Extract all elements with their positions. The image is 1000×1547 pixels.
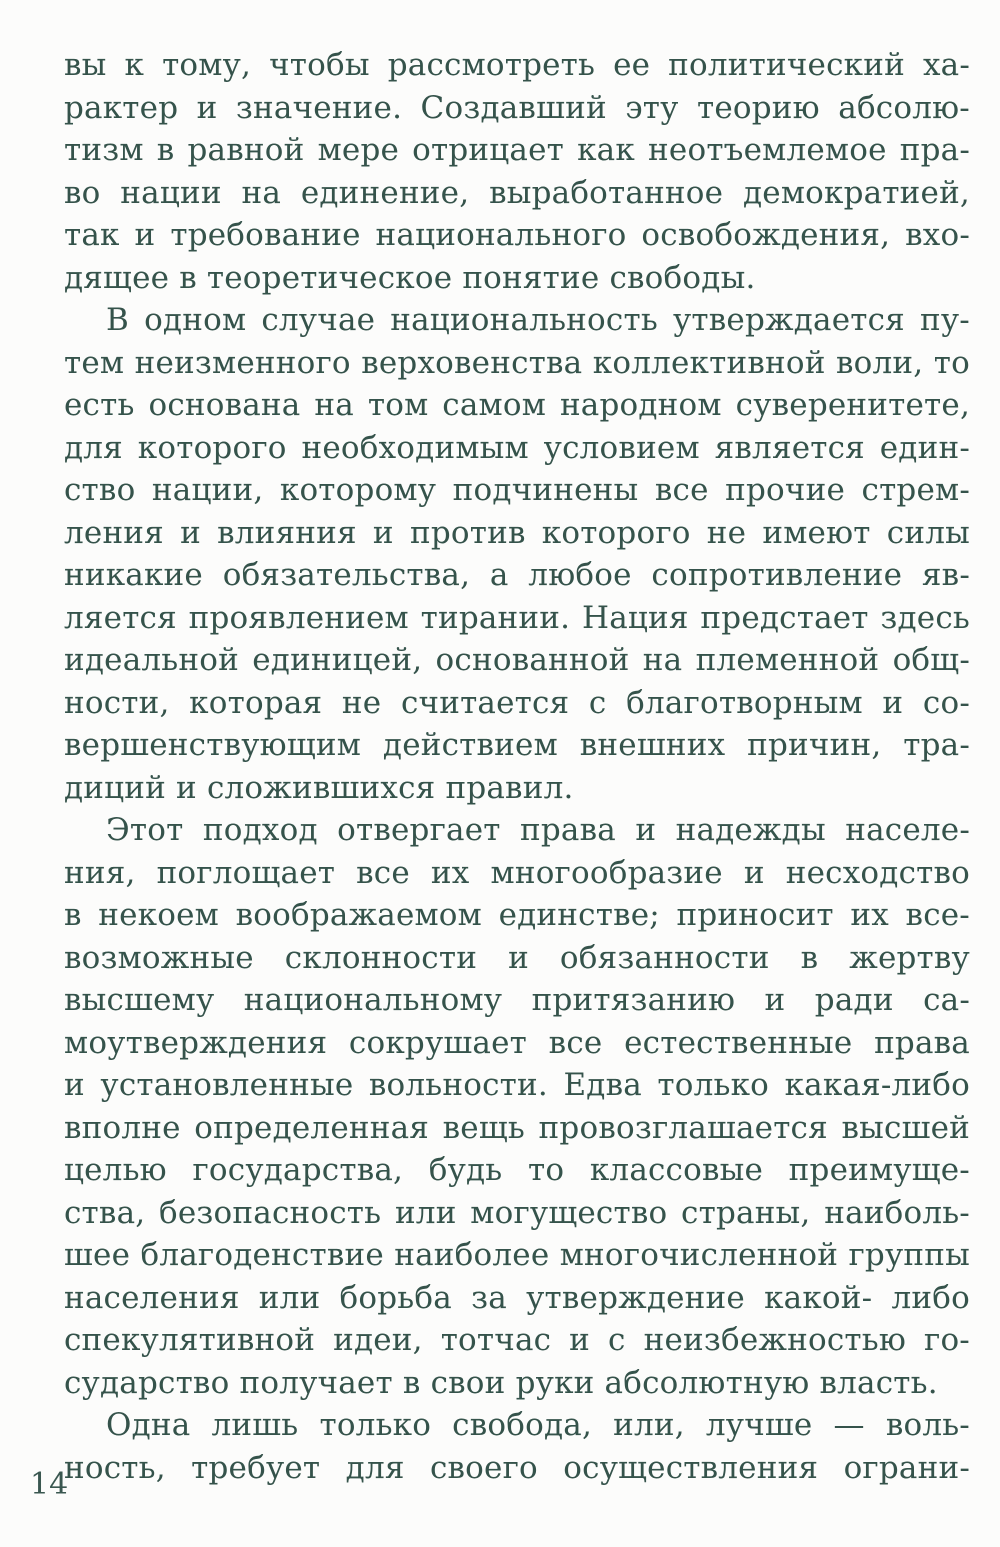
text-line: возможные склонности и обязанности в жертву — [64, 939, 970, 976]
text-line: вершенствующим действием внешних причин, тра- — [64, 727, 970, 763]
text-line: идеальной единицей, основанной на племенной общ- — [64, 642, 970, 678]
text-line: тем неизменного верховенства коллективной воли, то — [64, 344, 970, 381]
text-line: В одном случае национальность утверждается пу- — [106, 302, 970, 338]
text-line: спекулятивной идеи, тотчас и с неизбежностью го- — [64, 1322, 970, 1358]
text-line: моутверждения сокрушает все естественные права — [64, 1024, 970, 1061]
text-line: ляется проявлением тирании. Нация предстает здесь — [64, 599, 970, 636]
text-line: вполне определенная вещь провозглашается высшей — [64, 1109, 970, 1146]
text-line: рактер и значение. Создавший эту теорию абсолю- — [64, 89, 970, 126]
text-line: во нации на единение, выработанное демократией, — [64, 174, 970, 211]
text-line: ности, которая не считается с благотворным и со- — [64, 684, 970, 721]
text-line: ния, поглощает все их многообразие и несходство — [64, 854, 970, 891]
text-line: вы к тому, чтобы рассмотреть ее политический ха- — [64, 47, 970, 83]
text-line: в некоем воображаемом единстве; приносит их все- — [64, 897, 970, 933]
body-text — [64, 44, 970, 1489]
text-line: диций и сложившихся правил. — [64, 769, 574, 806]
text-line: сударство получает в свои руки абсолютную власть. — [64, 1364, 938, 1401]
text-line: для которого необходимым условием является един- — [64, 429, 970, 466]
text-line: тизм в равной мере отрицает как неотъемлемое пра- — [64, 132, 970, 168]
text-line: и установленные вольности. Едва только какая-либо — [64, 1067, 970, 1103]
text-line: населения или борьба за утверждение какой- либо — [64, 1279, 970, 1316]
text-line: так и требование национального освобождения, вхо- — [64, 217, 970, 253]
text-line: целью государства, будь то классовые преимуще- — [64, 1152, 970, 1188]
text-line: Одна лишь только свобода, или, лучше — воль- — [106, 1407, 970, 1443]
text-line: Этот подход отвергает права и надежды населе- — [106, 812, 970, 848]
text-line: есть основана на том самом народном суверенитете, — [64, 387, 970, 423]
text-line: ления и влияния и против которого не имеют силы — [64, 514, 970, 551]
text-line: никакие обязательства, а любое сопротивление яв- — [64, 557, 970, 593]
text-line: ность, требует для своего осуществления ограни- — [64, 1449, 970, 1486]
text-line: ства, безопасность или могущество страны, наиболь- — [64, 1194, 970, 1231]
text-line: ство нации, которому подчинены все прочие стрем- — [64, 472, 970, 508]
text-line: шее благоденствие наиболее многочисленной группы — [64, 1237, 970, 1273]
page-number: 14 — [30, 1467, 69, 1502]
text-line: высшему национальному притязанию и ради са- — [64, 982, 970, 1018]
text-line: дящее в теоретическое понятие свободы. — [64, 259, 756, 296]
